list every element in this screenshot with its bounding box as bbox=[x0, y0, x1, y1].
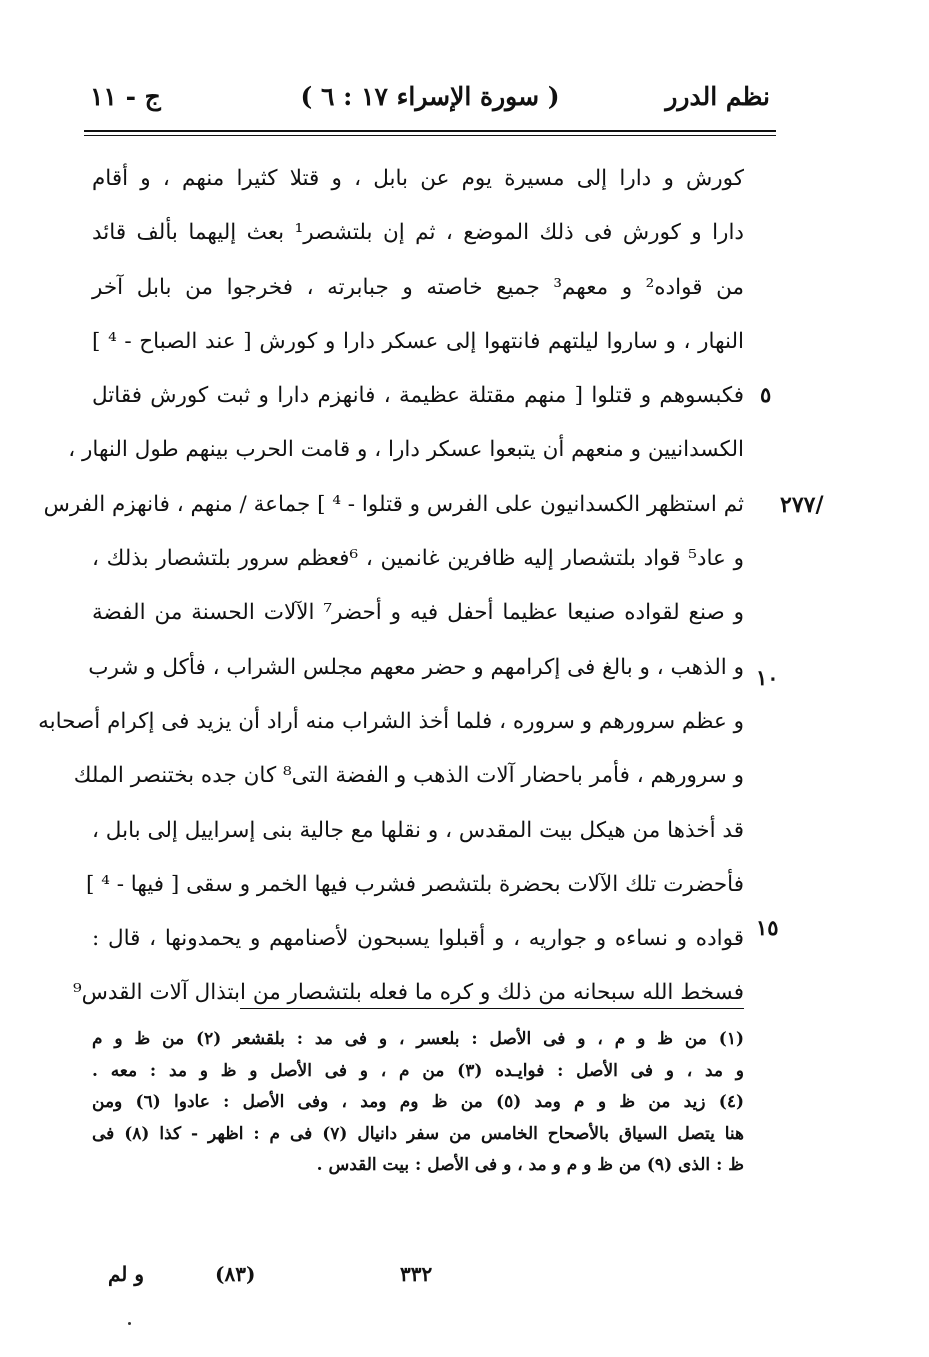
page-footer bbox=[0, 1262, 929, 1296]
manuscript-folio-ref: ٢٧٧/ bbox=[780, 492, 824, 518]
text-line: ثم استظهر الكسدانيون على الفرس و قتلوا - ⁴ ] جماعة / منهم ، فانهزم الفرس bbox=[43, 491, 744, 517]
running-header bbox=[90, 82, 770, 122]
line-number-15: ١٥ bbox=[756, 915, 779, 940]
text-line: فسخط الله سبحانه من ذلك و كره ما فعله بلتشصار من ابتذال آلات القدس⁹ bbox=[72, 980, 744, 1006]
footnote-line: (٤) زيد من ظ و م ومد (٥) من ظ وم ومد ، وفى الأصل : عادوا (٦) ومن bbox=[92, 1092, 745, 1112]
line-number-5: ٥ bbox=[760, 382, 772, 407]
footnotes bbox=[92, 1024, 744, 1182]
header-rule bbox=[84, 130, 776, 132]
footnote-line: و مد ، و فى الأصل : فوايـده (٣) من م ، و فى الأصل و ظ و مد : معه . bbox=[92, 1060, 744, 1081]
volume-page: (٨٣) bbox=[215, 1262, 256, 1286]
header-rule-thin bbox=[84, 135, 776, 136]
footnote-rule bbox=[240, 1008, 744, 1009]
part-number: ج - ١١ bbox=[90, 82, 161, 111]
footnote-line: ظ : الذى (٩) من ظ و م و مد ، و فى الأصل : بيت القدس . bbox=[316, 1155, 744, 1175]
text-line: فكبسوهم و قتلوا [ منهم مقتلة عظيمة ، فانهزم دارا و ثبت كورش فقاتل bbox=[92, 383, 744, 409]
text-line: و صنع لقواده صنيعا عظيما أحفل فيه و أحضر⁷ الآلات الحسنة من الفضة bbox=[92, 600, 744, 626]
main-text bbox=[38, 152, 744, 1021]
text-line: دارا و كورش فى ذلك الموضع ، ثم إن بلتشصر¹ بعث إليهما بألف قائد bbox=[92, 220, 744, 246]
surah-reference: ( سورة الإسراء ١٧ : ٦ ) bbox=[300, 82, 560, 111]
line-number-10: ١٠ bbox=[756, 665, 779, 690]
text-line: و الذهب ، و بالغ فى إكرامهم و حضر معهم مجلس الشراب ، فأكل و شرب bbox=[88, 654, 744, 680]
footnote-line: هنا يتصل السياق بالأصحاح الخامس من سفر دانيال (٧) فى م : اظهر - كذا (٨) فى bbox=[92, 1123, 745, 1144]
text-line: الكسدانيين و منعهم أن يتبعوا عسكر دارا ، و قامت الحرب بينهم طول النهار ، bbox=[68, 437, 744, 463]
text-line: فأحضرت تلك الآلات بحضرة بلتشصر فشرب فيها الخمر و سقى [ فيها - ⁴ ] bbox=[86, 871, 744, 897]
text-line: كورش و دارا إلى مسيرة يوم عن بابل ، و قتلا كثيرا منهم ، و أقام bbox=[92, 166, 744, 191]
book-title: نظم الدرر bbox=[665, 82, 770, 111]
text-line: قواده و نساءه و جواريه ، و أقبلوا يسبحون لأصنامهم و يحمدونها ، قال : bbox=[92, 926, 744, 952]
footnote-line: (١) من ظ و م ، و فى الأصل : بلعسر ، و فى مد : بلقشعر (٢) من ظ و م bbox=[92, 1029, 744, 1049]
text-line: و عظم سرورهم و سروره ، فلما أخذ الشراب منه أراد أن يزيد فى إكرام أصحابه bbox=[38, 708, 744, 734]
speck bbox=[128, 1322, 131, 1325]
text-line: و عاد⁵ قواد بلتشصار إليه ظافرين غانمين ، ⁶فعظم سرور بلتشصار بذلك ، bbox=[92, 546, 744, 572]
text-line: و سرورهم ، فأمر باحضار آلات الذهب و الفضة التى⁸ كان جده بختنصر الملك bbox=[73, 763, 744, 789]
catchword: و لم bbox=[108, 1262, 145, 1286]
text-line: قد أخذها من هيكل بيت المقدس ، و نقلها مع جالية بنى إسراييل إلى بابل ، bbox=[92, 817, 744, 843]
text-line: النهار ، و ساروا ليلتهم فانتهوا إلى عسكر دارا و كورش [ عند الصباح - ⁴ ] bbox=[92, 328, 744, 354]
page-number: ٣٣٢ bbox=[400, 1262, 433, 1286]
text-line: من قواده² و معهم³ جميع خاصته و جبابرته ، فخرجوا من بابل آخر bbox=[92, 274, 744, 300]
